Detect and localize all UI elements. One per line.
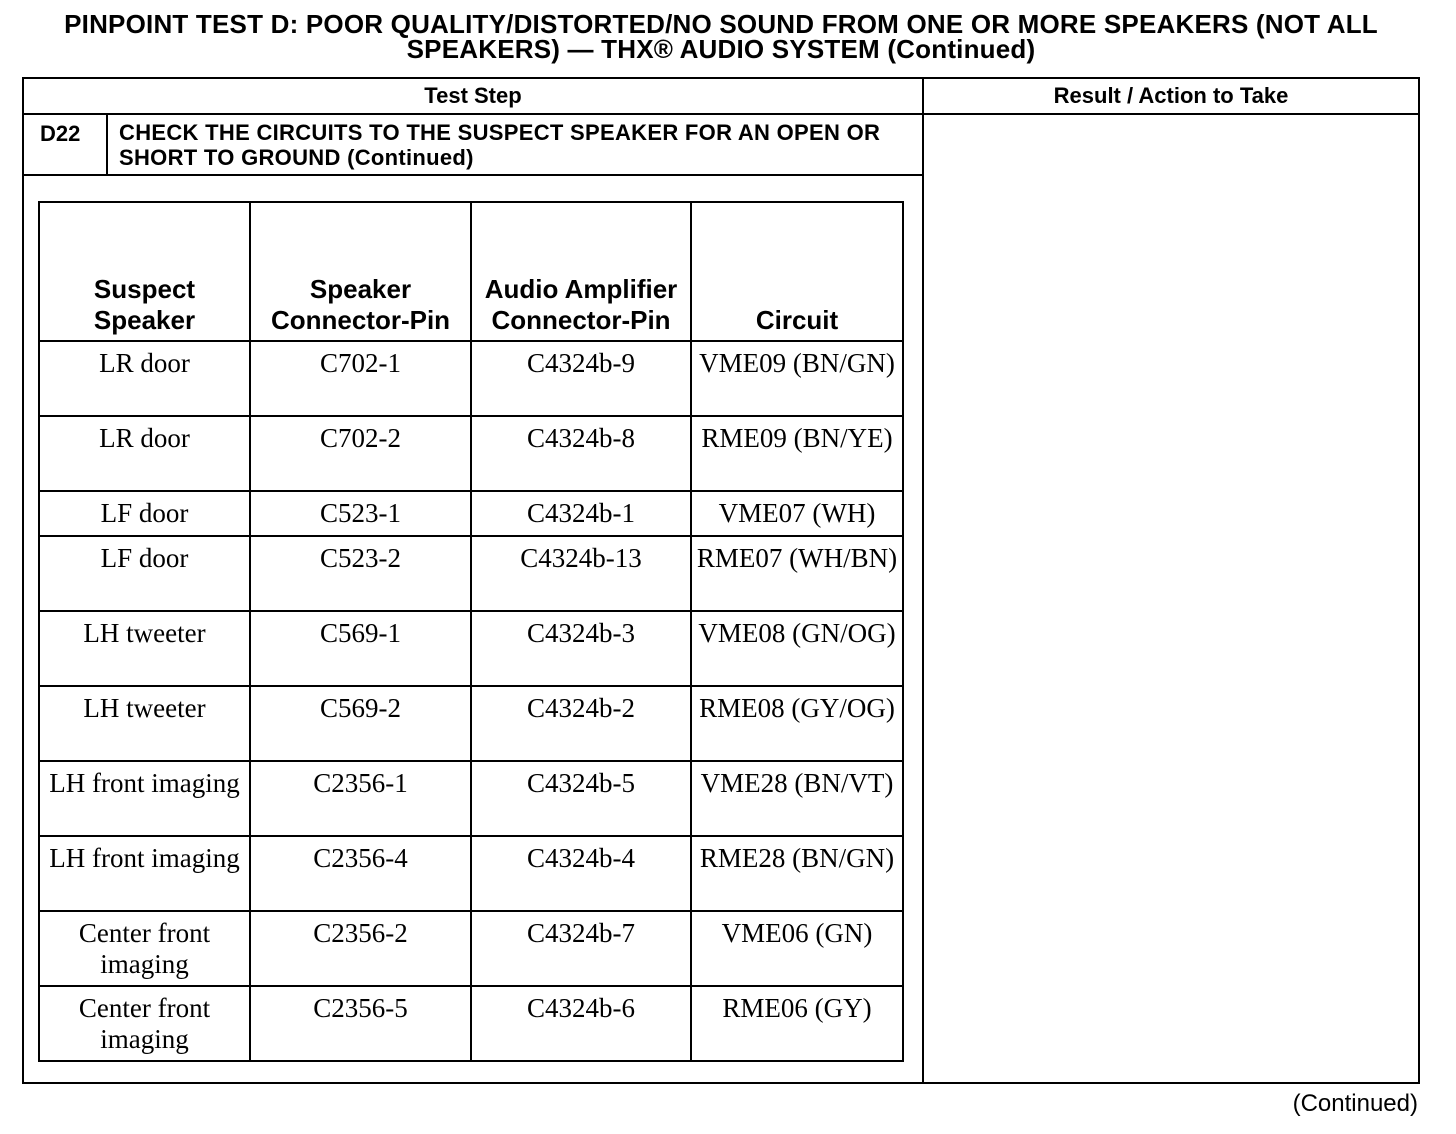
table-row — [39, 686, 903, 761]
cell-circuit: VME07 (WH) — [691, 491, 903, 536]
table-row — [39, 416, 903, 491]
cell-amp-pin: C4324b-6 — [471, 986, 691, 1061]
cell-circuit: VME09 (BN/GN) — [691, 341, 903, 416]
col-header-circuit: Circuit — [691, 202, 903, 341]
cell-speaker-pin: C2356-4 — [250, 836, 471, 911]
cell-speaker: Center front imaging — [39, 986, 250, 1061]
cell-speaker: LH front imaging — [39, 836, 250, 911]
cell-speaker-pin: C2356-2 — [250, 911, 471, 986]
step-number: D22 — [40, 121, 81, 146]
cell-amp-pin: C4324b-7 — [471, 911, 691, 986]
table-row — [39, 761, 903, 836]
cell-circuit: RME09 (BN/YE) — [691, 416, 903, 491]
cell-speaker: LH tweeter — [39, 611, 250, 686]
step-title-divider — [24, 174, 924, 176]
cell-circuit: RME06 (GY) — [691, 986, 903, 1061]
cell-circuit: VME08 (GN/OG) — [691, 611, 903, 686]
cell-amp-pin: C4324b-3 — [471, 611, 691, 686]
cell-speaker: LF door — [39, 491, 250, 536]
table-row — [39, 341, 903, 416]
cell-speaker-pin: C2356-1 — [250, 761, 471, 836]
header-divider — [24, 113, 1418, 115]
col-header-amp-connector-pin: Audio Amplifier Connector-Pin — [471, 202, 691, 341]
cell-speaker-pin: C569-2 — [250, 686, 471, 761]
cell-circuit: VME28 (BN/VT) — [691, 761, 903, 836]
table-row — [39, 911, 903, 986]
table-row — [39, 491, 903, 536]
cell-speaker: LR door — [39, 416, 250, 491]
cell-circuit: RME07 (WH/BN) — [691, 536, 903, 611]
cell-speaker-pin: C2356-5 — [250, 986, 471, 1061]
step-title: CHECK THE CIRCUITS TO THE SUSPECT SPEAKER FOR AN OPEN OR SHORT TO GROUND (Continued) — [119, 120, 881, 170]
cell-amp-pin: C4324b-4 — [471, 836, 691, 911]
cell-circuit: RME08 (GY/OG) — [691, 686, 903, 761]
col-header-suspect-speaker: Suspect Speaker — [39, 202, 250, 341]
step-number-divider — [106, 115, 108, 174]
cell-speaker: LF door — [39, 536, 250, 611]
cell-speaker: LH tweeter — [39, 686, 250, 761]
cell-circuit: RME28 (BN/GN) — [691, 836, 903, 911]
cell-speaker-pin: C702-2 — [250, 416, 471, 491]
cell-speaker: LH front imaging — [39, 761, 250, 836]
page-title: PINPOINT TEST D: POOR QUALITY/DISTORTED/NO SOUND FROM ONE OR MORE SPEAKERS (NOT ALL SPEAKERS) — THX® AUDIO SYSTEM (Continued) — [64, 9, 1378, 64]
table-header-row — [39, 202, 903, 341]
circuit-table — [38, 201, 904, 1062]
cell-circuit: VME06 (GN) — [691, 911, 903, 986]
cell-speaker-pin: C523-1 — [250, 491, 471, 536]
cell-amp-pin: C4324b-2 — [471, 686, 691, 761]
table-row — [39, 836, 903, 911]
cell-amp-pin: C4324b-13 — [471, 536, 691, 611]
cell-amp-pin: C4324b-5 — [471, 761, 691, 836]
cell-speaker-pin: C569-1 — [250, 611, 471, 686]
cell-amp-pin: C4324b-8 — [471, 416, 691, 491]
header-test-step: Test Step — [424, 83, 522, 108]
cell-speaker: Center front imaging — [39, 911, 250, 986]
table-row — [39, 536, 903, 611]
cell-speaker-pin: C702-1 — [250, 341, 471, 416]
cell-amp-pin: C4324b-1 — [471, 491, 691, 536]
column-divider — [922, 79, 924, 1082]
header-result-action: Result / Action to Take — [1053, 83, 1289, 108]
cell-speaker-pin: C523-2 — [250, 536, 471, 611]
table-row — [39, 986, 903, 1061]
cell-speaker: LR door — [39, 341, 250, 416]
col-header-speaker-connector-pin: Speaker Connector-Pin — [250, 202, 471, 341]
cell-amp-pin: C4324b-9 — [471, 341, 691, 416]
continued-note: (Continued) — [1292, 1090, 1418, 1117]
table-row — [39, 611, 903, 686]
